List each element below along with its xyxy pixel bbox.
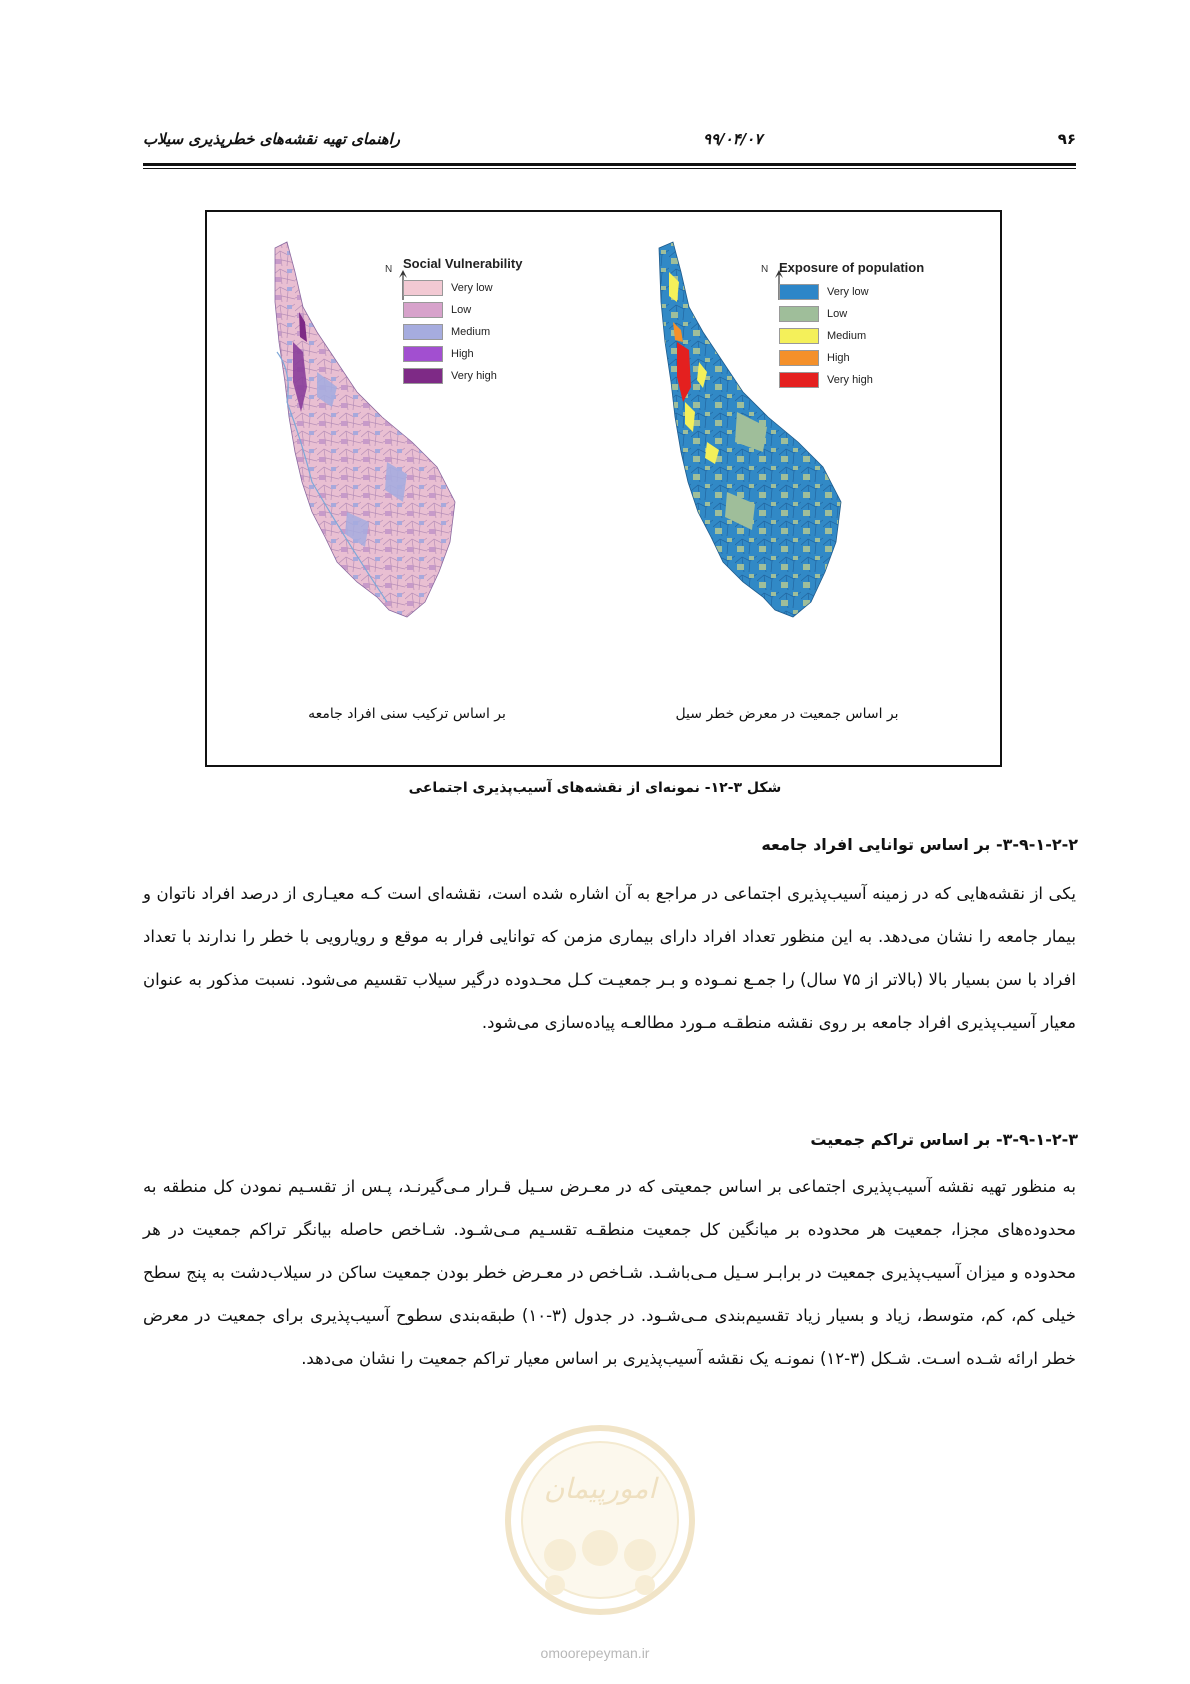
legend-exposure-population (779, 260, 924, 391)
figure-caption: شکل ۳-۱۲- نمونه‌ای از نقشه‌های آسیب‌پذیری اجتماعی (408, 780, 782, 796)
legend-swatch (779, 328, 819, 344)
legend-item (779, 281, 924, 303)
legend-label: Low (451, 304, 472, 316)
legend-swatch (779, 284, 819, 300)
legend-item (403, 277, 522, 299)
header-date: ۹۹/۰۴/۰۷ (703, 130, 763, 148)
left-map-caption: بر اساس ترکیب سنی افراد جامعه (308, 706, 506, 722)
legend-item (779, 303, 924, 325)
legend-label: Very low (451, 282, 493, 294)
section-paragraph: به منظور تهیه نقشه آسیب‌پذیری اجتماعی بر اساس جمعیتی که در معـرض سـیل قـرار مـی‌گیرنـد، پـس از تقسـیم نمودن کل منطقه به محدوده‌های مجزا، جمعیت هر محدوده بر میانگین کل جمعیت منطقـه تقسـیم مـی‌شـود. شـاخص حاصله بیانگر تراکم جمعیت در هر محدوده و میزان آسیب‌پذیری جمعیت در برابـر سـیل مـی‌باشـد. شـاخص در معـرض خطر بودن جمعیت ساکن در سیلاب‌دشت به پنج سطح خیلی کم، کم، متوسط، زیاد و بسیار زیاد تقسیم‌بندی مـی‌شـود. در جدول (۳-۱۰) طبقه‌بندی سطوح آسیب‌پذیری برای جمعیت در معرض خطر ارائه شـده اسـت. شـکل (۳-۱۲) نمونـه یک نقشه آسیب‌پذیری بر اساس معیار تراکم جمعیت را نشان می‌دهد. (142, 1177, 1076, 1368)
legend-label: Medium (827, 330, 867, 342)
legend-label: Medium (451, 326, 491, 338)
watermark-logo (500, 1420, 700, 1620)
north-label-right: N (761, 264, 769, 275)
section-paragraph: یکی از نقشه‌هایی که در زمینه آسیب‌پذیری اجتماعی در مراجع به آن اشاره شده است، نقشه‌ای است کـه معیـاری از درصد افراد ناتوان و بیمار جامعه را نشان می‌دهد. به این منظور تعداد افراد دارای بیماری مزمن که توانایی فرار به موقع و رویارویی با خطر را ندارند با تعداد افراد با سن بسیار بالا (بالاتر از ۷۵ سال) را جمـع نمـوده و بـر جمعیـت کـل محـدوده درگیر سیلاب تقسیم می‌شود. نسبت مذکور به عنوان معیار آسیب‌پذیری افراد جامعه بر روی نقشه منطقـه مـورد مطالعـه پیاده‌سازی می‌شود. (143, 884, 1076, 1032)
legend-label: Very high (451, 370, 497, 382)
section-heading: ۳-۹-۱-۲-۳- بر اساس تراکم جمعیت (810, 1130, 1078, 1149)
legend-item (403, 299, 522, 321)
section-heading: ۳-۹-۱-۲-۲- بر اساس توانایی افراد جامعه (761, 835, 1078, 854)
legend-item (403, 343, 522, 365)
right-map-caption: بر اساس جمعیت در معرض خطر سیل (675, 706, 899, 722)
header-rule-thick (143, 163, 1076, 166)
legend-title: Exposure of population (779, 260, 925, 275)
legend-item (403, 321, 522, 343)
page-number: ۹۶ (1057, 130, 1076, 148)
header-title: راهنمای تهیه نقشه‌های خطرپذیری سیلاب (143, 130, 401, 148)
legend-swatch (779, 372, 819, 388)
page-header (143, 130, 1076, 160)
legend-swatch (403, 324, 443, 340)
legend-swatch (403, 368, 443, 384)
header-rule-thin (143, 168, 1076, 169)
legend-swatch (779, 350, 819, 366)
legend-swatch (779, 306, 819, 322)
figure-frame (205, 210, 1002, 767)
legend-label: Low (827, 308, 848, 320)
legend-title: Social Vulnerability (403, 256, 523, 271)
legend-social-vulnerability (403, 256, 522, 387)
north-label-left: N (385, 264, 393, 275)
legend-item (779, 325, 924, 347)
legend-label: Very low (827, 286, 869, 298)
legend-label: Very high (827, 374, 873, 386)
legend-label: High (451, 348, 474, 360)
legend-item (779, 369, 924, 391)
legend-item (779, 347, 924, 369)
legend-item (403, 365, 522, 387)
watermark-brand: امورپیمان (543, 1472, 657, 1505)
legend-swatch (403, 302, 443, 318)
watermark-url: omoorepeyman.ir (540, 1645, 650, 1661)
legend-swatch (403, 346, 443, 362)
legend-swatch (403, 280, 443, 296)
legend-label: High (827, 352, 850, 364)
